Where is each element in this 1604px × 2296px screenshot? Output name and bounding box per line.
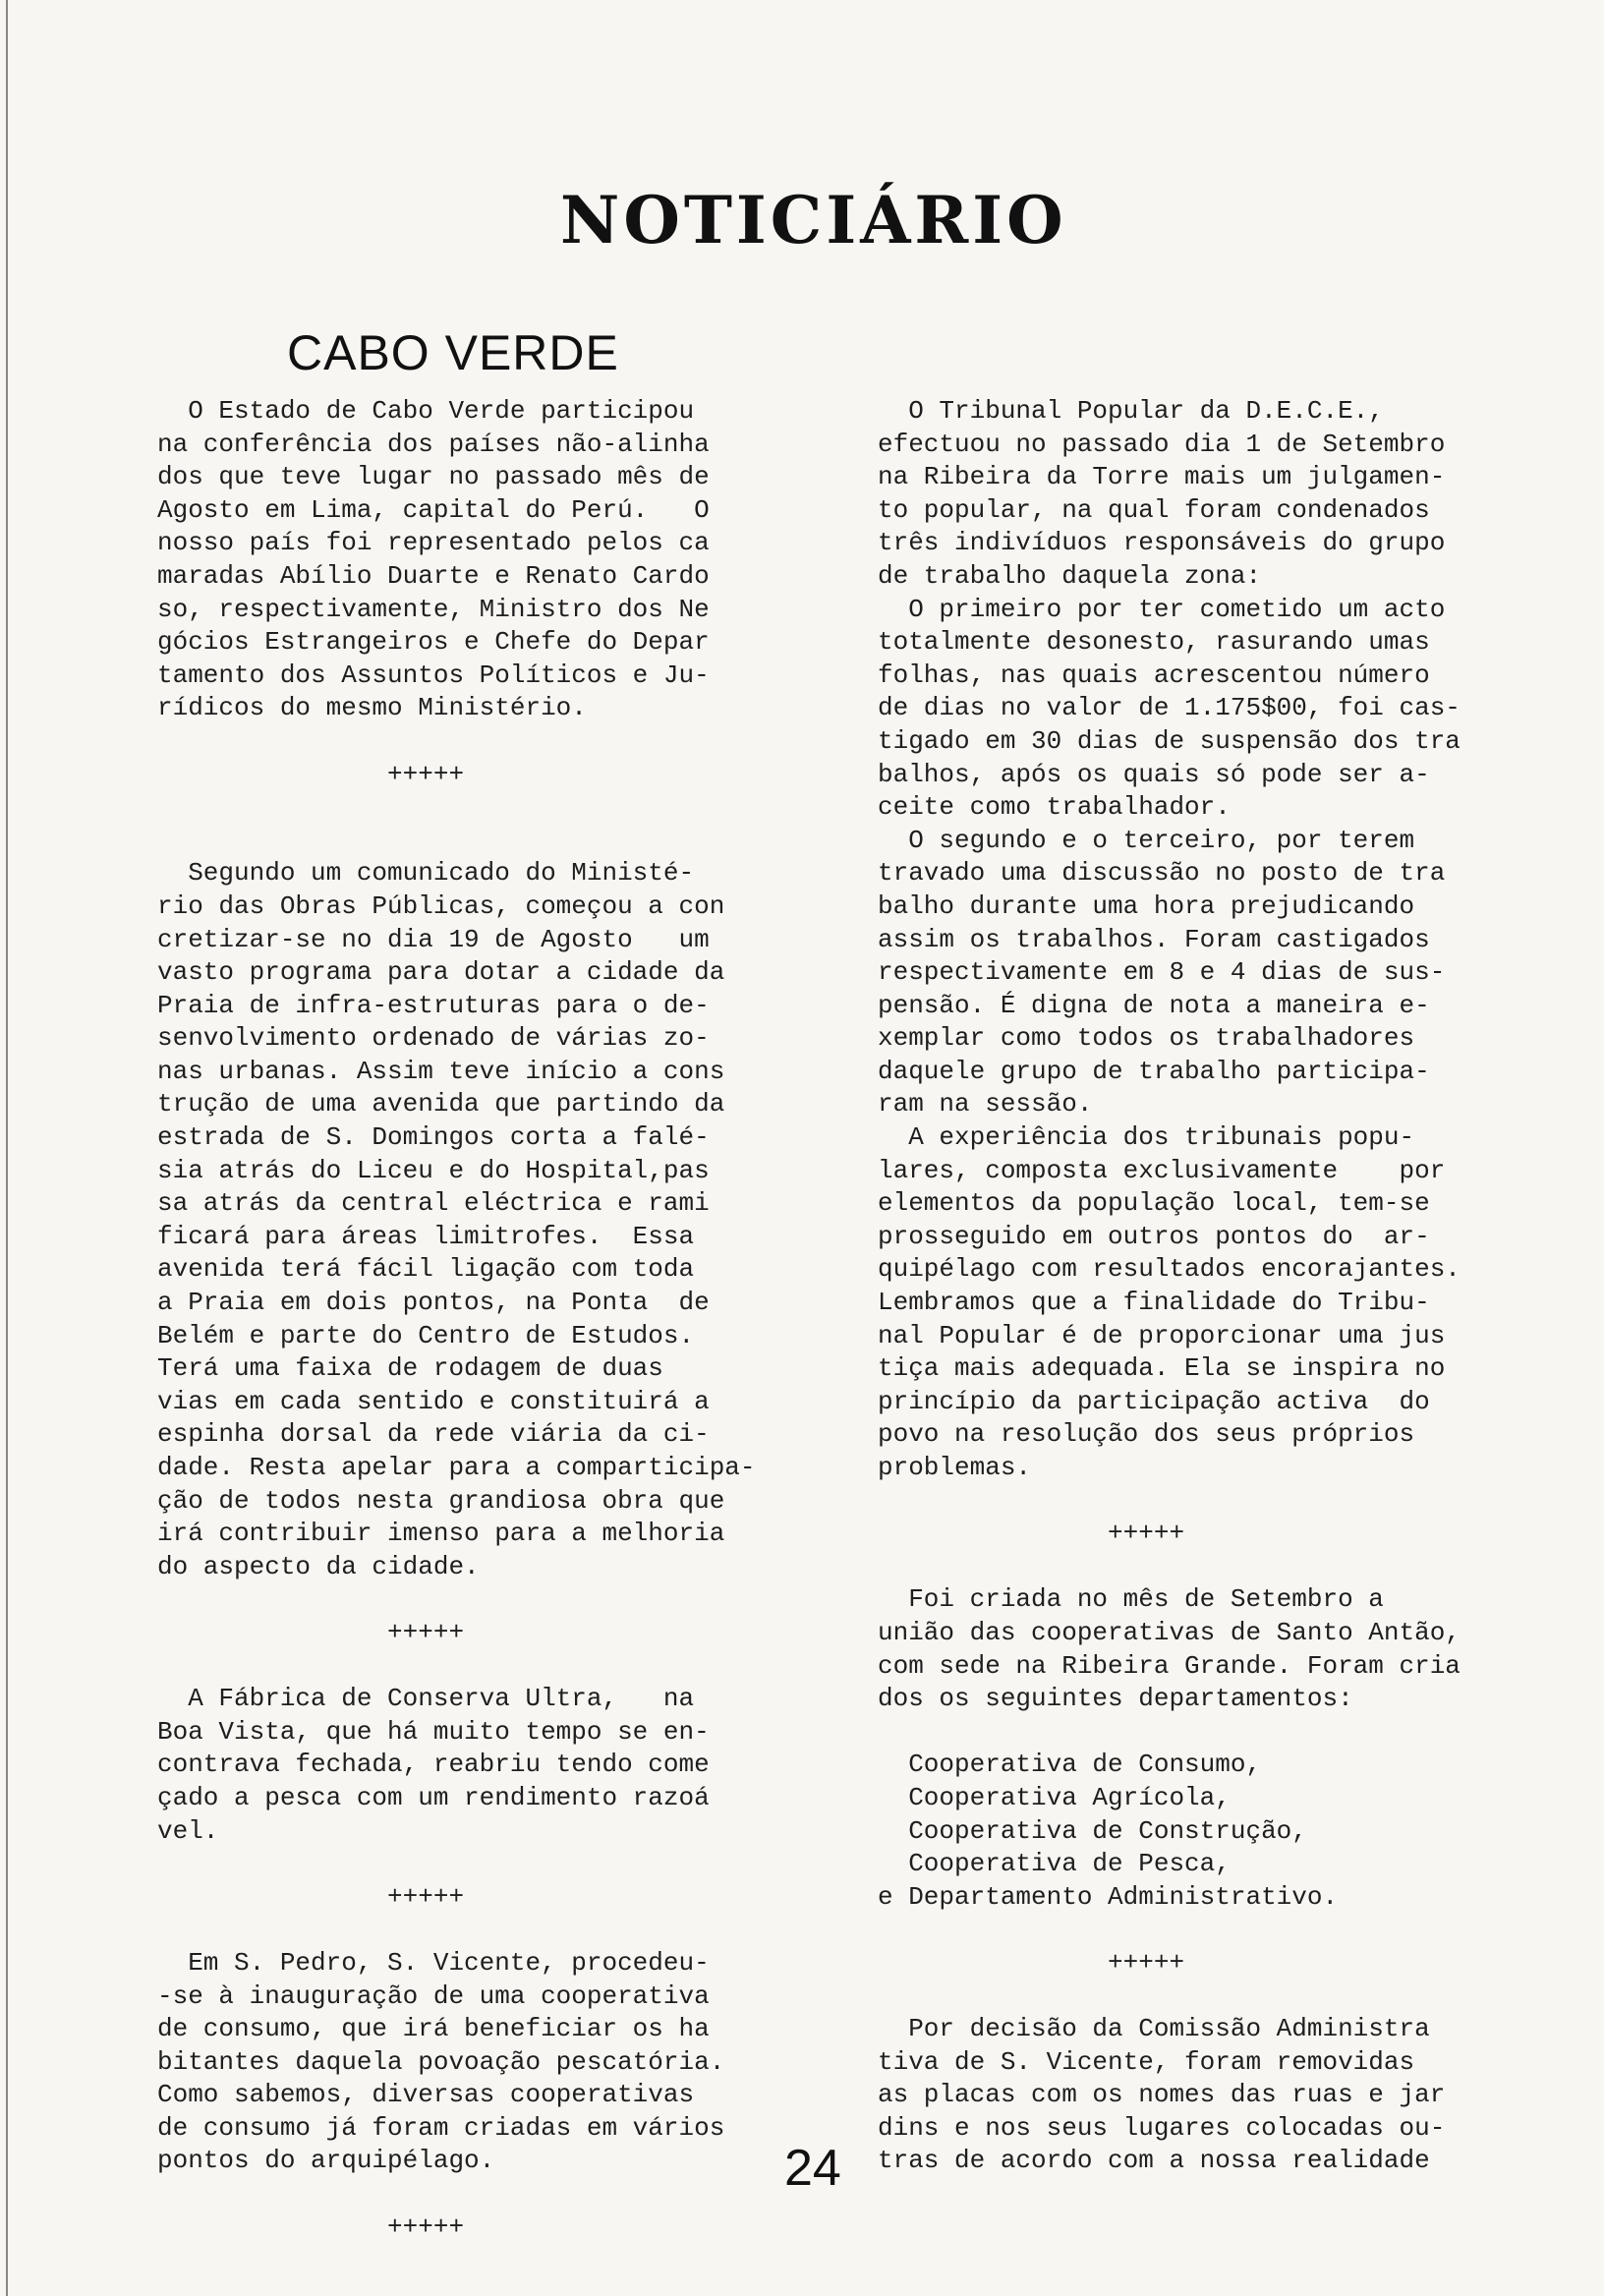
text-line: xemplar como todos os trabalhadores <box>878 1023 1415 1054</box>
text-line: avenida terá fácil ligação com toda <box>157 1254 695 1285</box>
text-line: to popular, na qual foram condenados <box>878 494 1430 525</box>
text-line: Lembramos que a finalidade do Tribu- <box>878 1288 1430 1318</box>
blank-line <box>878 1914 1461 1947</box>
text-line: ção de todos nesta grandiosa obra que <box>157 1485 725 1516</box>
text-line: pensão. É digna de nota a maneira e- <box>878 990 1430 1020</box>
text-line: tiça mais adequada. Ela se inspira no <box>878 1353 1446 1384</box>
text-line: lares, composta exclusivamente por <box>878 1155 1446 1185</box>
text-line: tamento dos Assuntos Políticos e Ju- <box>157 660 710 690</box>
text-line: prosseguido em outros pontos do ar- <box>878 1221 1430 1251</box>
text-line: Cooperativa de Pesca, <box>878 1849 1231 1879</box>
article-separator: +++++ <box>157 1881 465 1912</box>
text-line: -se à inauguração de uma cooperativa <box>157 1980 710 2011</box>
text-line: união das cooperativas de Santo Antão, <box>878 1617 1461 1647</box>
text-line: e Departamento Administrativo. <box>878 1881 1339 1912</box>
text-line: do aspecto da cidade. <box>157 1551 480 1581</box>
blank-line <box>878 1716 1461 1750</box>
blank-line <box>157 1650 756 1684</box>
text-line: ceite como trabalhador. <box>878 792 1231 823</box>
text-line: Segundo um comunicado do Ministé- <box>157 858 695 889</box>
text-line: efectuou no passado dia 1 de Setembro <box>878 429 1446 459</box>
blank-line <box>157 1914 756 1947</box>
text-line: Em S. Pedro, S. Vicente, procedeu- <box>157 1947 710 1978</box>
text-line: çado a pesca com um rendimento razoá <box>157 1782 710 1812</box>
text-line: dos os seguintes departamentos: <box>878 1684 1353 1714</box>
text-line: Agosto em Lima, capital do Perú. O <box>157 494 710 525</box>
text-line: Cooperativa Agrícola, <box>878 1782 1231 1812</box>
text-line: dos que teve lugar no passado mês de <box>157 462 710 492</box>
text-line: povo na resolução dos seus próprios <box>878 1419 1415 1450</box>
text-line: Belém e parte do Centro de Estudos. <box>157 1320 695 1350</box>
text-line: elementos da população local, tem-se <box>878 1188 1430 1219</box>
blank-line <box>878 1551 1461 1584</box>
text-line: balhos, após os quais só pode ser a- <box>878 759 1430 789</box>
text-line: de dias no valor de 1.175$00, foi cas- <box>878 693 1461 723</box>
text-line: pontos do arquipélago. <box>157 2146 495 2176</box>
text-line: nosso país foi representado pelos ca <box>157 528 710 558</box>
text-line: de consumo, que irá beneficiar os ha <box>157 2014 710 2044</box>
text-line: sa atrás da central eléctrica e rami <box>157 1188 710 1219</box>
text-line: nal Popular é de proporcionar uma jus <box>878 1320 1446 1350</box>
left-column <box>157 395 756 2244</box>
blank-line <box>157 791 756 825</box>
text-line: Praia de infra-estruturas para o de- <box>157 990 710 1020</box>
text-line: folhas, nas quais acrescentou número <box>878 660 1430 690</box>
article-separator: +++++ <box>157 1617 465 1647</box>
text-line: princípio da participação activa do <box>878 1386 1430 1416</box>
text-line: O Tribunal Popular da D.E.C.E., <box>878 396 1384 426</box>
text-line: senvolvimento ordenado de várias zo- <box>157 1023 710 1054</box>
text-line: balho durante uma hora prejudicando <box>878 890 1415 921</box>
text-line: Como sabemos, diversas cooperativas <box>157 2080 695 2110</box>
text-line: estrada de S. Domingos corta a falé- <box>157 1122 710 1153</box>
text-line: rídicos do mesmo Ministério. <box>157 693 587 723</box>
text-line: tigado em 30 dias de suspensão dos tra <box>878 725 1461 756</box>
text-line: dade. Resta apelar para a comparticipa- <box>157 1453 756 1482</box>
text-line: espinha dorsal da rede viária da ci- <box>157 1419 710 1450</box>
text-line: de consumo já foram criadas em vários <box>157 2112 725 2143</box>
text-line: a Praia em dois pontos, na Ponta de <box>157 1288 710 1318</box>
text-line: maradas Abílio Duarte e Renato Cardo <box>157 560 710 591</box>
text-line: com sede na Ribeira Grande. Foram cria <box>878 1650 1461 1681</box>
text-line: respectivamente em 8 e 4 dias de sus- <box>878 957 1446 988</box>
text-line: vasto programa para dotar a cidade da <box>157 957 725 988</box>
text-line: na Ribeira da Torre mais um julgamen- <box>878 462 1446 492</box>
blank-line <box>157 725 756 759</box>
text-line: ram na sessão. <box>878 1089 1093 1119</box>
blank-line <box>157 1583 756 1617</box>
article-separator: +++++ <box>878 1947 1185 1978</box>
text-line: Boa Vista, que há muito tempo se en- <box>157 1716 710 1747</box>
text-line: nas urbanas. Assim teve início a cons <box>157 1056 725 1086</box>
text-line: Cooperativa de Construção, <box>878 1815 1307 1846</box>
blank-line <box>157 1848 756 1881</box>
scan-edge-line <box>6 0 8 2296</box>
text-line: sia atrás do Liceu e do Hospital,pas <box>157 1155 710 1185</box>
blank-line <box>878 1980 1461 2014</box>
text-line: dins e nos seus lugares colocadas ou- <box>878 2112 1446 2143</box>
text-line: vias em cada sentido e constituirá a <box>157 1386 710 1416</box>
text-line: tiva de S. Vicente, foram removidas <box>878 2046 1415 2077</box>
text-line: contrava fechada, reabriu tendo come <box>157 1750 710 1780</box>
text-line: assim os trabalhos. Foram castigados <box>878 924 1430 954</box>
blank-line <box>157 825 756 858</box>
text-line: cretizar-se no dia 19 de Agosto um <box>157 924 710 954</box>
text-line: ficará para áreas limitrofes. Essa <box>157 1221 695 1251</box>
text-line: as placas com os nomes das ruas e jar <box>878 2080 1446 2110</box>
text-line: Cooperativa de Consumo, <box>878 1750 1262 1780</box>
text-line: quipélago com resultados encorajantes. <box>878 1254 1461 1285</box>
text-line: na conferência dos países não-alinha <box>157 429 710 459</box>
text-line: O segundo e o terceiro, por terem <box>878 825 1415 855</box>
article-separator: +++++ <box>878 1519 1185 1549</box>
text-line: Foi criada no mês de Setembro a <box>878 1584 1384 1615</box>
text-line: trução de uma avenida que partindo da <box>157 1089 725 1119</box>
text-line: Por decisão da Comissão Administra <box>878 2014 1430 2044</box>
page-number: 24 <box>784 2140 841 2197</box>
section-title: CABO VERDE <box>287 325 619 380</box>
text-line: A experiência dos tribunais popu- <box>878 1122 1415 1153</box>
text-line: so, respectivamente, Ministro dos Ne <box>157 594 710 624</box>
text-line: problemas. <box>878 1453 1032 1482</box>
text-line: totalmente desonesto, rasurando umas <box>878 627 1430 658</box>
text-line: rio das Obras Públicas, começou a con <box>157 890 725 921</box>
right-column <box>878 395 1461 2178</box>
text-line: daquele grupo de trabalho participa- <box>878 1056 1430 1086</box>
text-line: vel. <box>157 1815 219 1846</box>
text-line: irá contribuir imenso para a melhoria <box>157 1519 725 1549</box>
text-line: bitantes daquela povoação pescatória. <box>157 2046 725 2077</box>
text-line: O Estado de Cabo Verde participou <box>157 396 695 426</box>
text-line: gócios Estrangeiros e Chefe do Depar <box>157 627 710 658</box>
article-separator: +++++ <box>157 2211 465 2242</box>
blank-line <box>878 1485 1461 1519</box>
text-line: O primeiro por ter cometido um acto <box>878 594 1446 624</box>
masthead-title: NOTICIÁRIO <box>560 182 1067 258</box>
text-line: Terá uma faixa de rodagem de duas <box>157 1353 663 1384</box>
text-line: três indivíduos responsáveis do grupo <box>878 528 1446 558</box>
text-line: de trabalho daquela zona: <box>878 560 1262 591</box>
blank-line <box>157 2178 756 2211</box>
text-line: A Fábrica de Conserva Ultra, na <box>157 1684 695 1714</box>
article-separator: +++++ <box>157 759 465 789</box>
text-line: tras de acordo com a nossa realidade <box>878 2146 1430 2176</box>
text-line: travado uma discussão no posto de tra <box>878 858 1446 889</box>
